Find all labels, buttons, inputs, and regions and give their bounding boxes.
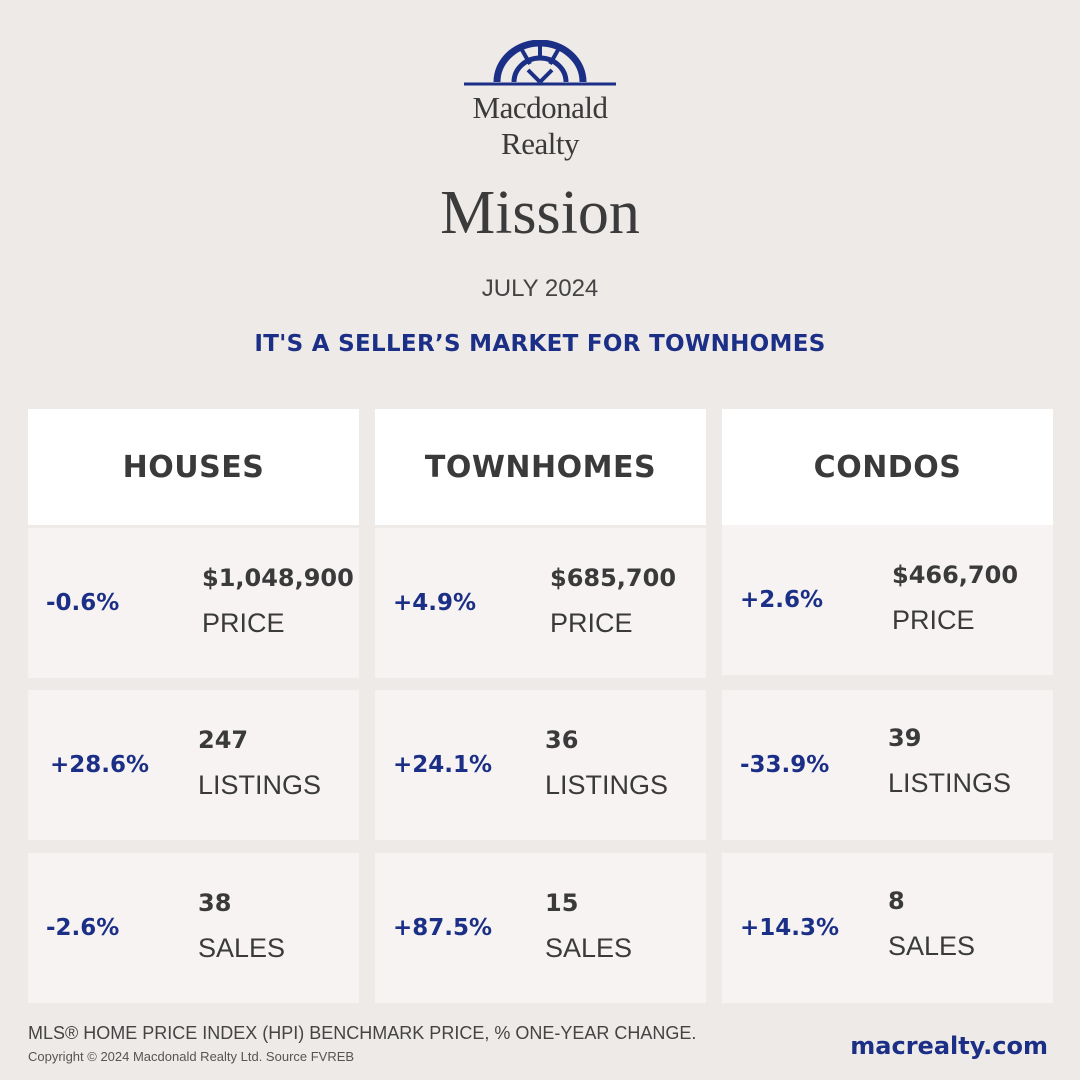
sales-value: 8 [888, 887, 905, 915]
condos-listings-card [722, 690, 1053, 840]
sales-value: 38 [198, 889, 232, 917]
price-change: +2.6% [740, 587, 824, 613]
price-change: +4.9% [393, 590, 477, 616]
column-title: TOWNHOMES [375, 409, 706, 525]
listings-change: +28.6% [50, 752, 150, 778]
townhomes-listings-card [375, 690, 706, 840]
listings-label: LISTINGS [888, 768, 1012, 798]
houses-price-card [28, 528, 359, 678]
price-value: $1,048,900 [202, 564, 354, 592]
methodology-footnote: MLS® HOME PRICE INDEX (HPI) BENCHMARK PRICE, % ONE-YEAR CHANGE. [28, 1023, 697, 1043]
townhomes-price-card [375, 528, 706, 678]
sales-change: -2.6% [46, 915, 120, 941]
brand-name-line1: Macdonald [472, 90, 608, 125]
houses-listings-card [28, 690, 359, 840]
market-headline: IT'S A SELLER’S MARKET FOR TOWNHOMES [254, 331, 826, 357]
sales-label: SALES [198, 933, 286, 963]
report-date: JULY 2024 [481, 275, 599, 302]
sales-label: SALES [888, 931, 976, 961]
price-label: PRICE [892, 605, 975, 635]
sales-value: 15 [545, 889, 579, 917]
column-townhomes [375, 409, 706, 525]
listings-label: LISTINGS [198, 770, 322, 800]
listings-value: 247 [198, 726, 249, 754]
townhomes-sales-card [375, 853, 706, 1003]
condos-sales-card [722, 853, 1053, 1003]
price-change: -0.6% [46, 590, 120, 616]
brand-name-line2: Realty [501, 126, 579, 161]
listings-change: -33.9% [740, 752, 830, 778]
sales-change: +14.3% [740, 915, 840, 941]
listings-label: LISTINGS [545, 770, 669, 800]
price-label: PRICE [550, 608, 633, 638]
price-label: PRICE [202, 608, 285, 638]
listings-value: 36 [545, 726, 579, 754]
copyright-notice: Copyright © 2024 Macdonald Realty Ltd. Source FVREB [28, 1049, 355, 1064]
city-title: Mission [440, 179, 640, 247]
column-condos [722, 409, 1053, 525]
price-value: $466,700 [892, 561, 1019, 589]
sunrise-logo-icon [464, 40, 616, 88]
column-houses [28, 409, 359, 525]
column-title: HOUSES [28, 409, 359, 525]
listings-change: +24.1% [393, 752, 493, 778]
condos-price-card [722, 525, 1053, 675]
website-link[interactable]: macrealty.com [850, 1032, 1048, 1060]
column-title: CONDOS [722, 409, 1053, 525]
houses-sales-card [28, 853, 359, 1003]
sales-change: +87.5% [393, 915, 493, 941]
brand-logo [462, 40, 618, 164]
price-value: $685,700 [550, 564, 677, 592]
listings-value: 39 [888, 724, 922, 752]
sales-label: SALES [545, 933, 633, 963]
